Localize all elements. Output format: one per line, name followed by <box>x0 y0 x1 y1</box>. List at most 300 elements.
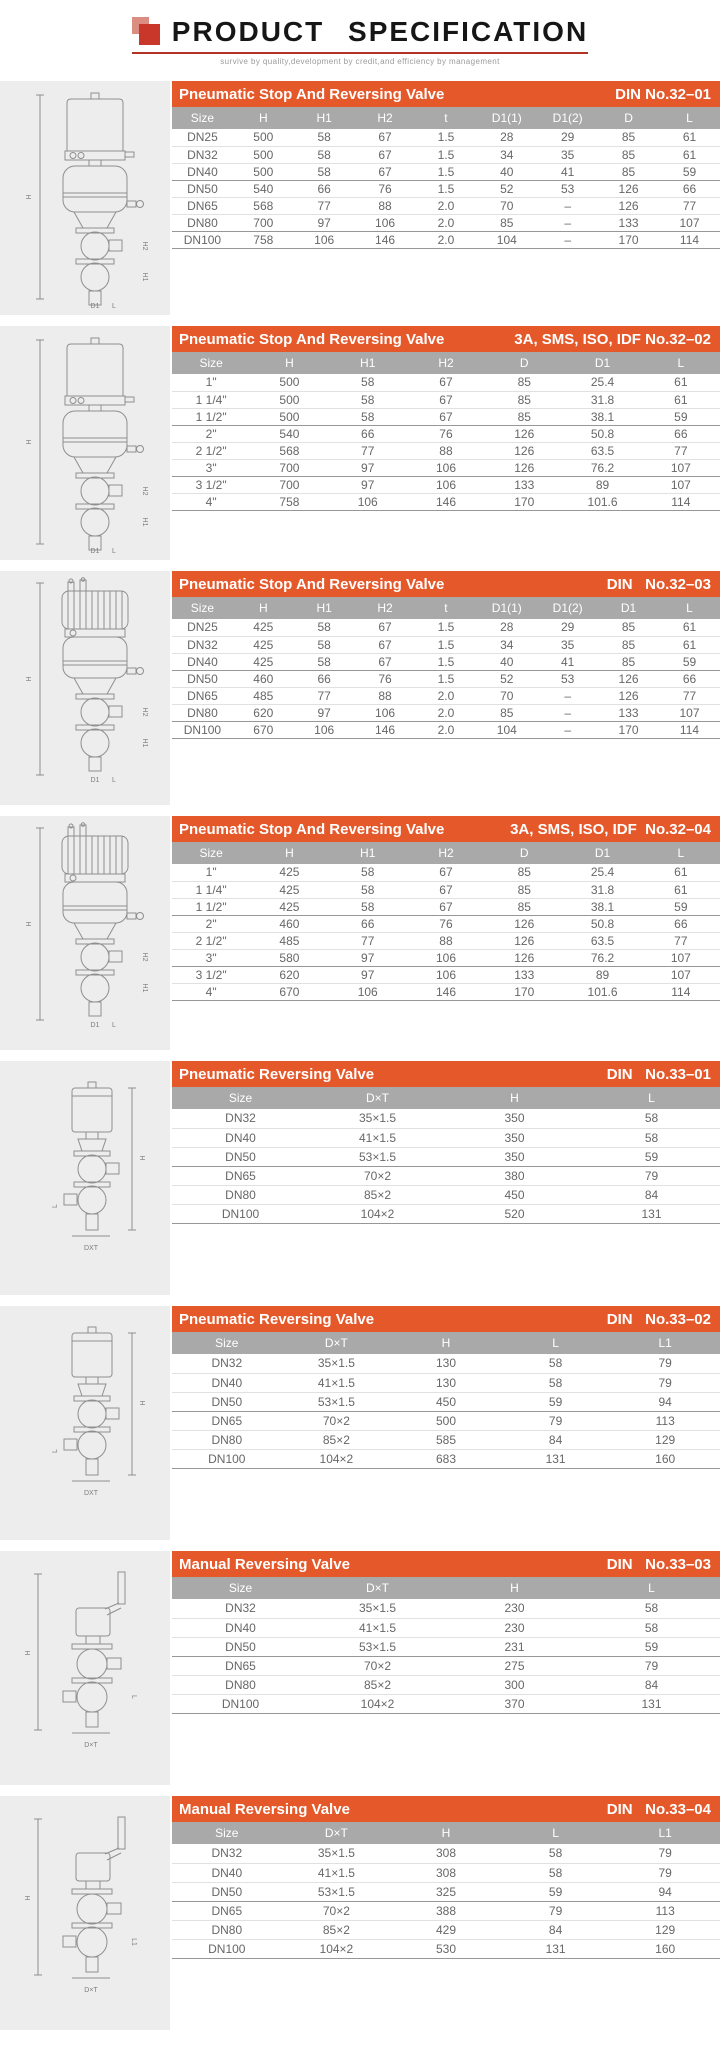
dimension-label: L <box>112 1022 116 1029</box>
cell: 66 <box>294 670 355 687</box>
standard-badge: DIN No.33–02 <box>606 1310 711 1328</box>
valve-outline <box>36 338 144 550</box>
cell: 58 <box>501 1373 611 1392</box>
column-header: D1(1) <box>476 107 537 129</box>
cell: 1.5 <box>416 653 477 670</box>
dimension-label: H <box>25 1895 32 1901</box>
cell: 77 <box>294 197 355 214</box>
cell: 67 <box>355 636 416 653</box>
cell: 500 <box>250 391 328 408</box>
cell: 500 <box>233 146 294 163</box>
cell: DN40 <box>172 653 233 670</box>
cell: 130 <box>391 1373 501 1392</box>
column-header: H <box>446 1087 583 1109</box>
table-row <box>172 1863 720 1882</box>
cell: 61 <box>659 619 720 636</box>
cell: 59 <box>501 1392 611 1411</box>
table-title: Pneumatic Reversing Valve <box>179 1310 375 1328</box>
table-row <box>172 1109 720 1128</box>
table-row <box>172 881 720 898</box>
cell: 350 <box>446 1128 583 1147</box>
cell: DN32 <box>172 636 233 653</box>
cell: 85 <box>485 391 563 408</box>
valve-drawing-panel <box>0 1551 170 1785</box>
cell: 1.5 <box>416 180 477 197</box>
cell: 94 <box>610 1882 720 1901</box>
cell: 85 <box>598 129 659 146</box>
cell: 131 <box>501 1449 611 1468</box>
cell: – <box>537 704 598 721</box>
cell: 300 <box>446 1675 583 1694</box>
cell: 485 <box>233 687 294 704</box>
table-header-bar <box>172 1061 720 1087</box>
title-underline <box>132 52 588 54</box>
cell: 85 <box>485 864 563 881</box>
column-header: L <box>642 842 720 864</box>
cell: 380 <box>446 1166 583 1185</box>
spec-table <box>172 1332 720 1469</box>
cell: 450 <box>391 1392 501 1411</box>
column-header: L <box>583 1087 720 1109</box>
cell: 758 <box>250 493 328 510</box>
dimension-label: L <box>112 303 116 309</box>
cell: 85×2 <box>282 1920 392 1939</box>
cell: DN65 <box>172 197 233 214</box>
standard-badge: 3A, SMS, ISO, IDF No.32–02 <box>514 330 711 348</box>
cell: 425 <box>233 636 294 653</box>
column-header: H <box>250 842 328 864</box>
cell: 2" <box>172 425 250 442</box>
cell: DN100 <box>172 1939 282 1958</box>
cell: 131 <box>583 1694 720 1713</box>
dimension-label: H <box>25 1650 32 1656</box>
cell: 58 <box>583 1128 720 1147</box>
cell: 70 <box>476 687 537 704</box>
cell: 77 <box>659 687 720 704</box>
cell: 77 <box>642 932 720 949</box>
cell: 126 <box>485 932 563 949</box>
cell: 41 <box>537 163 598 180</box>
spec-section-3 <box>0 571 720 805</box>
dimension-label: L <box>52 1449 59 1453</box>
cell: 1 1/2" <box>172 898 250 915</box>
cell: 25.4 <box>563 374 641 391</box>
cell: 425 <box>233 619 294 636</box>
cell: 79 <box>610 1844 720 1863</box>
table-row <box>172 1618 720 1637</box>
cell: 67 <box>407 374 485 391</box>
cell: DN80 <box>172 1430 282 1449</box>
table-row <box>172 231 720 248</box>
cell: DN32 <box>172 1844 282 1863</box>
valve-drawing-pneumatic-stop <box>10 87 160 309</box>
cell: – <box>537 197 598 214</box>
column-header: D×T <box>282 1822 392 1844</box>
table-row <box>172 1185 720 1204</box>
cell: 29 <box>537 619 598 636</box>
column-header-row <box>172 597 720 619</box>
table-row <box>172 1939 720 1958</box>
cell: 106 <box>329 493 407 510</box>
dimension-label: D1 <box>90 777 100 784</box>
cell: 114 <box>642 493 720 510</box>
cell: 61 <box>659 129 720 146</box>
table-row <box>172 1373 720 1392</box>
table-row <box>172 1449 720 1468</box>
cell: 106 <box>407 459 485 476</box>
cell: 106 <box>294 721 355 738</box>
cell: 97 <box>329 476 407 493</box>
spec-table-wrap <box>172 1551 720 1714</box>
cell: 700 <box>233 214 294 231</box>
cell: 388 <box>391 1901 501 1920</box>
cell: 58 <box>583 1599 720 1618</box>
cell: 101.6 <box>563 983 641 1000</box>
valve-drawing-panel <box>0 816 170 1050</box>
cell: 106 <box>407 966 485 983</box>
cell: 58 <box>294 653 355 670</box>
page-title: PRODUCT SPECIFICATION <box>171 16 589 47</box>
cell: 76 <box>407 425 485 442</box>
cell: 170 <box>485 983 563 1000</box>
cell: 2 1/2" <box>172 442 250 459</box>
cell: 126 <box>485 949 563 966</box>
cell: 97 <box>329 966 407 983</box>
cell: 106 <box>407 949 485 966</box>
column-header: D <box>485 352 563 374</box>
column-header: D×T <box>282 1332 392 1354</box>
cell: 34 <box>476 636 537 653</box>
column-header: H1 <box>294 107 355 129</box>
spec-table <box>172 597 720 739</box>
table-row <box>172 408 720 425</box>
spec-table-wrap <box>172 1306 720 1469</box>
valve-drawing-pneumatic-reversing <box>10 1078 160 1278</box>
cell: 146 <box>355 721 416 738</box>
cell: 58 <box>501 1844 611 1863</box>
cell: 84 <box>501 1920 611 1939</box>
cell: 85×2 <box>309 1675 446 1694</box>
cell: 160 <box>610 1449 720 1468</box>
spec-section-6 <box>0 1306 720 1540</box>
cell: DN32 <box>172 1599 309 1618</box>
cell: 2 1/2" <box>172 932 250 949</box>
column-header-row <box>172 352 720 374</box>
cell: 29 <box>537 129 598 146</box>
spec-table <box>172 842 720 1001</box>
cell: 76.2 <box>563 949 641 966</box>
cell: DN80 <box>172 1675 309 1694</box>
cell: DN25 <box>172 619 233 636</box>
table-row <box>172 1920 720 1939</box>
cell: 568 <box>250 442 328 459</box>
cell: 58 <box>329 391 407 408</box>
cell: 230 <box>446 1599 583 1618</box>
cell: 58 <box>583 1109 720 1128</box>
table-row <box>172 1128 720 1147</box>
cell: 530 <box>391 1939 501 1958</box>
valve-outline <box>64 1327 136 1481</box>
table-title: Pneumatic Stop And Reversing Valve <box>179 820 445 838</box>
column-header: L1 <box>610 1332 720 1354</box>
cell: 35×1.5 <box>282 1354 392 1373</box>
column-header: D <box>485 842 563 864</box>
cell: 34 <box>476 146 537 163</box>
cell: 620 <box>250 966 328 983</box>
cell: 2.0 <box>416 687 477 704</box>
table-row <box>172 197 720 214</box>
table-title: Pneumatic Stop And Reversing Valve <box>179 575 445 593</box>
dimension-label: L1 <box>130 1938 137 1946</box>
column-header: D1(2) <box>537 597 598 619</box>
cell: 76 <box>355 180 416 197</box>
cell: 61 <box>642 391 720 408</box>
table-header-bar <box>172 326 720 352</box>
cell: 97 <box>294 704 355 721</box>
cell: 1.5 <box>416 163 477 180</box>
column-header: H2 <box>407 352 485 374</box>
cell: 146 <box>407 983 485 1000</box>
dimension-label: H1 <box>141 517 148 527</box>
dimension-label: D1 <box>90 303 100 309</box>
cell: DN65 <box>172 1166 309 1185</box>
cell: 114 <box>659 231 720 248</box>
cell: 67 <box>407 864 485 881</box>
cell: 53×1.5 <box>309 1147 446 1166</box>
standard-badge: DIN No.32–03 <box>606 575 711 593</box>
cell: DN80 <box>172 214 233 231</box>
standard-badge: DIN No.33–03 <box>606 1555 711 1573</box>
cell: 89 <box>563 966 641 983</box>
cell: 79 <box>610 1373 720 1392</box>
cell: 97 <box>329 459 407 476</box>
table-row <box>172 146 720 163</box>
table-row <box>172 493 720 510</box>
cell: 79 <box>501 1411 611 1430</box>
valve-outline <box>34 1817 125 1978</box>
valve-drawing-panel <box>0 1796 170 2030</box>
cell: 59 <box>583 1147 720 1166</box>
cell: 107 <box>659 704 720 721</box>
table-title: Manual Reversing Valve <box>179 1800 350 1818</box>
column-header: L1 <box>610 1822 720 1844</box>
cell: 104 <box>476 721 537 738</box>
spec-sections <box>0 81 720 2030</box>
cell: 107 <box>642 966 720 983</box>
column-header: D1 <box>563 352 641 374</box>
cell: DN100 <box>172 1694 309 1713</box>
cell: 61 <box>642 864 720 881</box>
cell: 53 <box>537 670 598 687</box>
cell: 113 <box>610 1901 720 1920</box>
cell: 59 <box>642 898 720 915</box>
brand-logo-icon <box>132 17 162 47</box>
dimension-label: L <box>130 1695 137 1699</box>
cell: 107 <box>642 459 720 476</box>
cell: 79 <box>610 1354 720 1373</box>
spec-table-wrap <box>172 816 720 1001</box>
standard-badge: DIN No.32–01 <box>615 85 711 103</box>
cell: 94 <box>610 1392 720 1411</box>
cell: 61 <box>642 881 720 898</box>
table-row <box>172 966 720 983</box>
cell: 104×2 <box>309 1694 446 1713</box>
table-row <box>172 932 720 949</box>
cell: 28 <box>476 129 537 146</box>
cell: 85 <box>476 214 537 231</box>
cell: 2.0 <box>416 231 477 248</box>
dimension-label: H <box>26 439 33 445</box>
table-row <box>172 949 720 966</box>
column-header: Size <box>172 352 250 374</box>
valve-outline <box>36 578 144 775</box>
cell: 41 <box>537 653 598 670</box>
cell: 35 <box>537 146 598 163</box>
table-header-bar <box>172 81 720 107</box>
cell: 31.8 <box>563 881 641 898</box>
logo-square-dark <box>139 24 160 45</box>
table-row <box>172 1694 720 1713</box>
column-header: H <box>391 1822 501 1844</box>
cell: 53×1.5 <box>309 1637 446 1656</box>
cell: 425 <box>250 898 328 915</box>
table-title: Manual Reversing Valve <box>179 1555 350 1573</box>
cell: 500 <box>233 129 294 146</box>
column-header: L <box>583 1577 720 1599</box>
cell: 1 1/2" <box>172 408 250 425</box>
cell: 61 <box>659 636 720 653</box>
table-title: Pneumatic Stop And Reversing Valve <box>179 330 445 348</box>
valve-drawing-finned-actuator <box>10 577 160 799</box>
cell: 104×2 <box>282 1939 392 1958</box>
cell: 85 <box>485 881 563 898</box>
cell: 70×2 <box>282 1411 392 1430</box>
cell: 66 <box>659 670 720 687</box>
cell: 1 1/4" <box>172 881 250 898</box>
dimension-label: H2 <box>141 486 148 496</box>
column-header: D1(1) <box>476 597 537 619</box>
table-row <box>172 915 720 932</box>
dimension-label: H <box>26 676 33 682</box>
cell: DN40 <box>172 1373 282 1392</box>
cell: 38.1 <box>563 898 641 915</box>
column-header: H1 <box>329 352 407 374</box>
cell: 50.8 <box>563 425 641 442</box>
column-header: H <box>250 352 328 374</box>
cell: 500 <box>391 1411 501 1430</box>
valve-drawing-pneumatic-reversing <box>10 1323 160 1523</box>
table-row <box>172 864 720 881</box>
table-row <box>172 1656 720 1675</box>
cell: DN40 <box>172 1128 309 1147</box>
cell: 620 <box>233 704 294 721</box>
cell: 84 <box>583 1185 720 1204</box>
spec-table <box>172 107 720 249</box>
column-header-row <box>172 842 720 864</box>
cell: 131 <box>583 1204 720 1223</box>
dimension-label: H2 <box>141 952 148 962</box>
cell: 70×2 <box>309 1656 446 1675</box>
standard-badge: DIN No.33–01 <box>606 1065 711 1083</box>
spec-section-8 <box>0 1796 720 2030</box>
cell: 58 <box>329 898 407 915</box>
cell: 131 <box>501 1939 611 1958</box>
cell: 77 <box>659 197 720 214</box>
cell: 1" <box>172 864 250 881</box>
dimension-label: H1 <box>141 738 148 748</box>
spec-table <box>172 1087 720 1224</box>
cell: 59 <box>642 408 720 425</box>
table-header-bar <box>172 1796 720 1822</box>
table-row <box>172 1430 720 1449</box>
spec-table-wrap <box>172 326 720 511</box>
cell: 89 <box>563 476 641 493</box>
valve-outline <box>36 823 144 1020</box>
cell: 66 <box>642 915 720 932</box>
cell: 58 <box>294 129 355 146</box>
cell: 58 <box>294 146 355 163</box>
cell: 230 <box>446 1618 583 1637</box>
table-row <box>172 129 720 146</box>
table-row <box>172 1637 720 1656</box>
cell: 50.8 <box>563 915 641 932</box>
cell: 41×1.5 <box>282 1373 392 1392</box>
cell: 52 <box>476 180 537 197</box>
tagline: survive by quality,development by credit,and efficiency by management <box>220 57 500 66</box>
table-row <box>172 1166 720 1185</box>
cell: 58 <box>294 163 355 180</box>
cell: 70×2 <box>309 1166 446 1185</box>
dimension-label: L <box>52 1204 59 1208</box>
cell: DN50 <box>172 180 233 197</box>
valve-drawing-panel <box>0 1306 170 1540</box>
table-row <box>172 459 720 476</box>
cell: 133 <box>598 704 659 721</box>
cell: 146 <box>355 231 416 248</box>
spec-table-wrap <box>172 81 720 249</box>
table-row <box>172 1901 720 1920</box>
cell: 85×2 <box>282 1430 392 1449</box>
cell: 500 <box>250 374 328 391</box>
column-header: Size <box>172 597 233 619</box>
cell: 77 <box>329 442 407 459</box>
valve-outline <box>36 93 144 305</box>
valve-drawing-manual-reversing <box>10 1568 160 1768</box>
cell: 460 <box>250 915 328 932</box>
cell: 700 <box>250 476 328 493</box>
cell: 4" <box>172 983 250 1000</box>
cell: 59 <box>659 163 720 180</box>
column-header: t <box>416 107 477 129</box>
column-header: H2 <box>407 842 485 864</box>
table-row <box>172 898 720 915</box>
cell: 67 <box>407 391 485 408</box>
cell: 85 <box>598 619 659 636</box>
cell: 350 <box>446 1109 583 1128</box>
cell: 700 <box>250 459 328 476</box>
column-header: H <box>391 1332 501 1354</box>
cell: 88 <box>407 442 485 459</box>
cell: 85 <box>485 898 563 915</box>
cell: 107 <box>659 214 720 231</box>
cell: 2.0 <box>416 704 477 721</box>
cell: 670 <box>250 983 328 1000</box>
column-header: Size <box>172 842 250 864</box>
column-header: H2 <box>355 597 416 619</box>
cell: DN65 <box>172 1901 282 1920</box>
spec-section-4 <box>0 816 720 1050</box>
cell: DN40 <box>172 163 233 180</box>
